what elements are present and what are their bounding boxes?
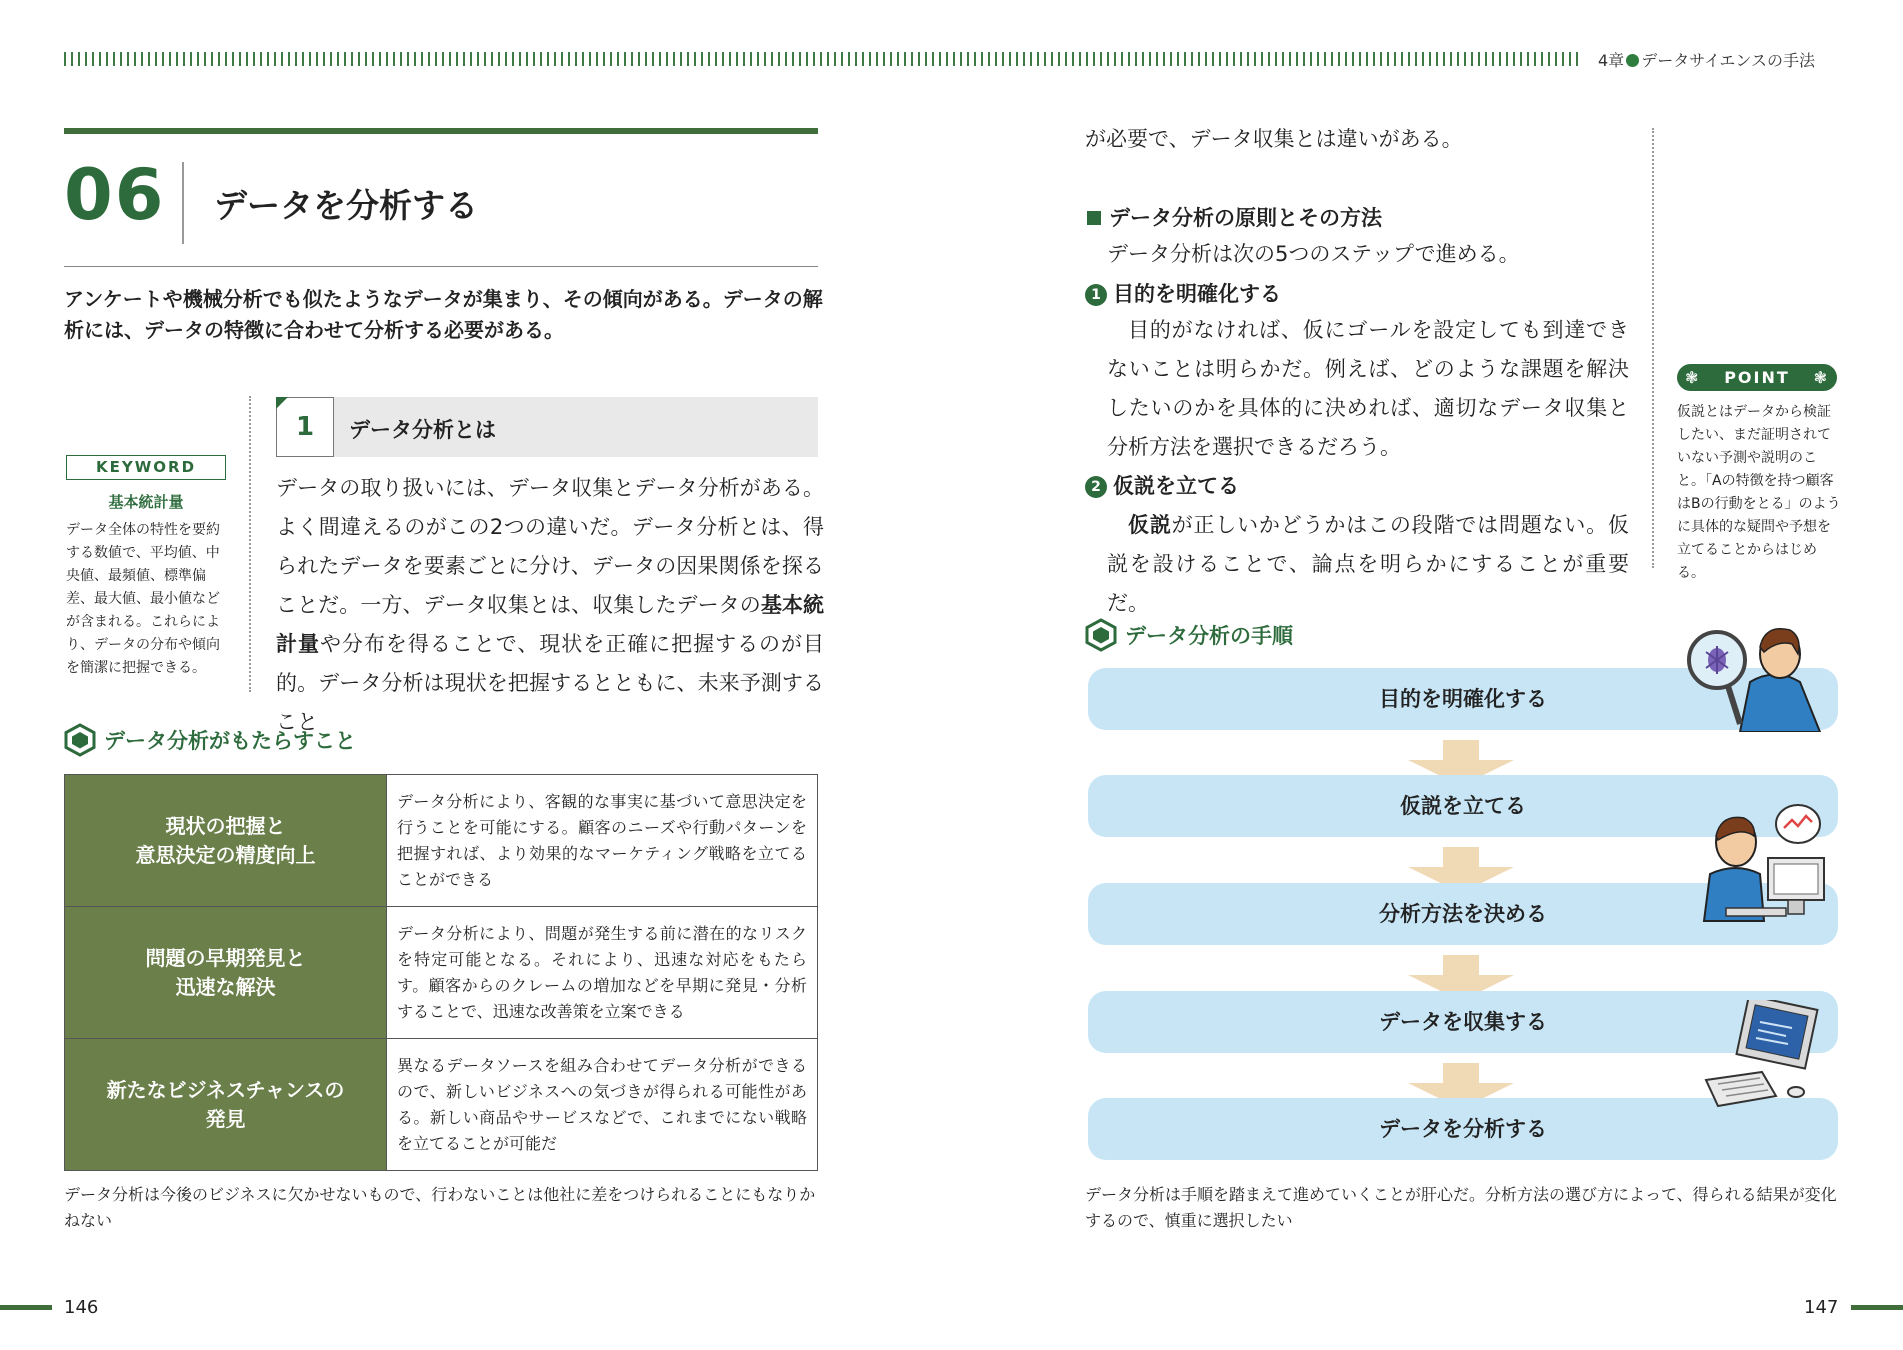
section-divider <box>182 162 184 244</box>
title-underline <box>64 266 818 267</box>
benefit-title: 問題の早期発見と 迅速な解決 <box>65 907 387 1039</box>
continuation-text: が必要で、データ収集とは違いがある。 <box>1085 127 1463 151</box>
flow-step: 仮説を立てる <box>1088 775 1838 837</box>
title-bar <box>64 128 818 134</box>
computer-user-illustration <box>1696 796 1836 926</box>
flow-step: 分析方法を決める <box>1088 883 1838 945</box>
section-number: 06 <box>64 154 166 236</box>
step-1-marker: 1 <box>1085 284 1107 306</box>
table-caption: データ分析は今後のビジネスに欠かせないもので、行わないことは他社に差をつけられることにもなりかねない <box>64 1185 816 1230</box>
lead-text: アンケートや機械分析でも似たようなデータが集まり、その傾向がある。データの解析には、データの特徴に合わせて分析する必要がある。 <box>64 287 823 342</box>
flow-heading-text: データ分析の手順 <box>1125 624 1293 648</box>
chapter-title: データサイエンスの手法 <box>1641 51 1815 70</box>
step-2-heading <box>1085 470 1239 500</box>
flow-heading <box>1085 618 1293 652</box>
table-row <box>65 907 818 1039</box>
step-2-title: 仮説を立てる <box>1113 474 1239 498</box>
desktop-computer-illustration <box>1702 1000 1822 1110</box>
page-number-bar <box>0 1305 52 1310</box>
page-number-right: 147 <box>1804 1297 1839 1318</box>
magnifier-person-illustration <box>1680 612 1830 732</box>
keyword-term: 基本統計量 <box>108 493 184 511</box>
dot-icon <box>1626 54 1639 67</box>
step-1-heading <box>1085 278 1281 308</box>
point-badge <box>1677 364 1837 391</box>
keyword-description: データ全体の特性を要約する数値で、平均値、中央値、最頻値、標準偏差、最大値、最小値などが含まれる。これらにより、データの分布や傾向を簡潔に把握できる。 <box>66 522 220 676</box>
principles-intro: データ分析は次の5つのステップで進める。 <box>1107 242 1520 266</box>
hexagon-icon <box>64 723 96 757</box>
point-divider <box>1652 128 1654 568</box>
point-label: POINT <box>1724 368 1790 387</box>
body-part-1: データの取り扱いには、データ収集とデータ分析がある。よく間違えるのがこの2つの違いだ。データ分析とは、得られたデータを要素ごとに分け、データの因果関係を探ることだ。一方、データ収集とは、収集したデータの <box>276 476 824 617</box>
keyword-divider <box>249 396 251 692</box>
principles-heading <box>1087 202 1382 232</box>
chapter-prefix: 4章 <box>1598 51 1625 70</box>
keyword-label: KEYWORD <box>66 455 226 480</box>
benefits-table <box>64 774 818 1171</box>
benefit-title: 新たなビジネスチャンスの 発見 <box>65 1039 387 1171</box>
flower-icon: ❃ <box>1685 368 1701 387</box>
flower-icon: ❃ <box>1813 368 1829 387</box>
step-2-keyword: 仮説 <box>1128 513 1172 537</box>
flow-step: データを収集する <box>1088 991 1838 1053</box>
chapter-tag <box>1598 48 1815 71</box>
flow-caption: データ分析は手順を踏まえて進めていくことが肝心だ。分析方法の選び方によって、得られる結果が変化するので、慎重に選択したい <box>1085 1185 1837 1230</box>
flow-step: データを分析する <box>1088 1098 1838 1160</box>
table-row <box>65 1039 818 1171</box>
benefits-heading-text: データ分析がもたらすこと <box>104 729 356 753</box>
subsection-title: データ分析とは <box>349 418 496 442</box>
body-keyword: 基本統計量 <box>276 593 825 656</box>
point-description: 仮説とはデータから検証したい、まだ証明されていない予測や説明のこと。「Aの特徴を持つ顧客はBの行動をとる」のように具体的な疑問や予想を立てることからはじめる。 <box>1677 404 1841 581</box>
step-1-title: 目的を明確化する <box>1113 282 1281 306</box>
step-2-text: が正しいかどうかはこの段階では問題ない。仮説を設けることで、論点を明らかにすることが重要だ。 <box>1107 513 1630 615</box>
step-2-marker: 2 <box>1085 476 1107 498</box>
page-number-left: 146 <box>64 1297 99 1318</box>
table-row <box>65 775 818 907</box>
benefit-title: 現状の把握と 意思決定の精度向上 <box>65 775 387 907</box>
section-title: データを分析する <box>214 186 478 225</box>
benefit-text: データ分析により、客観的な事実に基づいて意思決定を行うことを可能にする。顧客のニーズや行動パターンを把握すれば、より効果的なマーケティング戦略を立てることができる <box>387 775 818 907</box>
hexagon-icon <box>1085 618 1117 652</box>
square-bullet-icon <box>1087 211 1101 225</box>
subsection-number: 1 <box>276 397 334 457</box>
header-rule <box>64 52 1582 66</box>
benefit-text: 異なるデータソースを組み合わせてデータ分析ができるので、新しいビジネスへの気づきが得られる可能性がある。新しい商品やサービスなどで、これまでにない戦略を立てることが可能だ <box>387 1039 818 1171</box>
flow-step: 目的を明確化する <box>1088 668 1838 730</box>
benefits-heading <box>64 723 356 757</box>
step-1-body: 目的がなければ、仮にゴールを設定しても到達できないことは明らかだ。例えば、どのような課題を解決したいのかを具体的に決めれば、適切なデータ収集と分析方法を選択できるだろう。 <box>1107 318 1629 459</box>
subsection-body <box>276 469 824 742</box>
step-2-body <box>1107 506 1629 623</box>
page-number-bar <box>1851 1305 1903 1310</box>
body-part-2: や分布を得ることで、現状を正確に把握するのが目的。データ分析は現状を把握するとともに、未来予測すること <box>276 632 825 734</box>
benefit-text: データ分析により、問題が発生する前に潜在的なリスクを特定可能となる。それにより、迅速な対応をもたらす。顧客からのクレームの増加などを早期に発見・分析することで、迅速な改善策を立案できる <box>387 907 818 1039</box>
principles-heading-text: データ分析の原則とその方法 <box>1109 206 1382 230</box>
corner-mark-icon <box>276 397 288 409</box>
